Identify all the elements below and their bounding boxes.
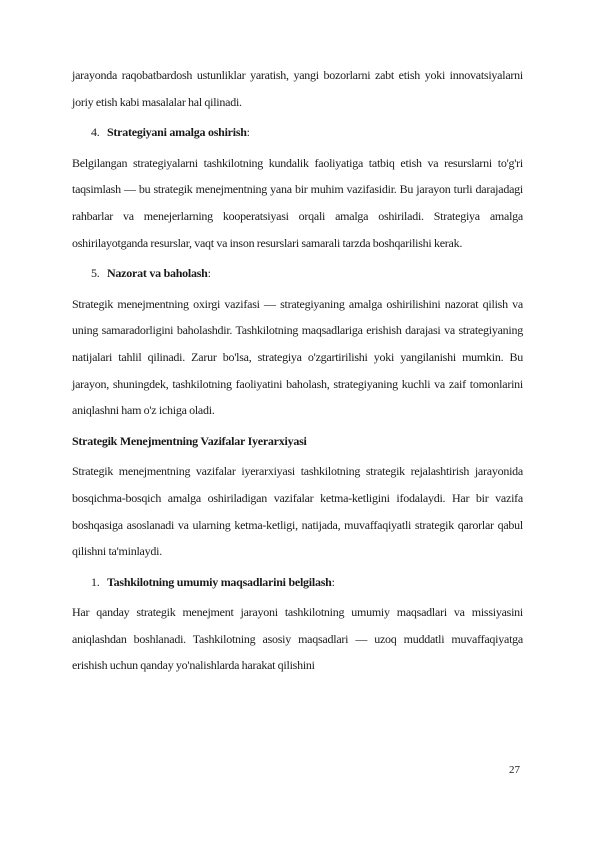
list-item-title: Tashkilotning umumiy maqsadlarini belgilash — [107, 574, 332, 589]
paragraph-control: Strategik menejmentning oxirgi vazifasi — strategiyaning amalga oshirilishini nazorat qilish va uning samaradorligini baholashdir. Tashkilotning maqsadlariga erishish darajasi va strategiyaning natijalari tahlil qilinadi. Zarur bo'lsa, strategiya o'zgartirilishi yoki yangilanishi mumkin. Bu jarayon, shuningdek, tashkilotning faoliyatini baholash, strategiyaning kuchli va zaif tomonlarini aniqlashni ham o'z ichiga oladi. — [72, 296, 523, 418]
paragraph-continuation: jarayonda raqobatbardosh ustunliklar yaratish, yangi bozorlarni zabt etish yoki innovatsiyalarni joriy etish kabi masalalar hal qilinadi. — [72, 68, 523, 109]
list-item-colon: : — [207, 266, 211, 281]
list-item-colon: : — [246, 125, 250, 140]
list-number: 1. — [91, 574, 100, 589]
section-heading: Strategik Menejmentning Vazifalar Iyerarxiyasi — [72, 433, 307, 448]
list-item-colon: : — [331, 574, 335, 589]
paragraph-goals: Har qanday strategik menejment jarayoni tashkilotning umumiy maqsadlari va missiyasini aniqlashdan boshlanadi. Tashkilotning asosiy maqsadlari — uzoq muddatli muvaffaqiyatga erishish uchun qanday yo'nalishlarda harakat qilishini — [72, 605, 523, 673]
page-number: 27 — [509, 764, 520, 776]
list-item-title: Strategiyani amalga oshirish — [107, 125, 247, 140]
paragraph-implementation: Belgilangan strategiyalarni tashkilotning kundalik faoliyatiga tatbiq etish va resurslarni to'g'ri taqsimlash — bu strategik menejmentning yana bir muhim vazifasidir. Bu jarayon turli darajadagi rahbarlar va menejerlarning kooperatsiyasi orqali amalga oshiriladi. Strategiya amalga oshirilayotganda resurslar, vaqt va inson resurslari samarali tarzda boshqarilishi kerak. — [72, 155, 523, 250]
list-item-4 — [72, 119, 523, 146]
paragraph-hierarchy: Strategik menejmentning vazifalar iyerarxiyasi tashkilotning strategik rejalashtirish jarayonida bosqichma-bosqich amalga oshiriladigan vazifalar ketma-ketligini ifodalaydi. Har bir vazifa boshqasiga asoslanadi va ularning ketma-ketligi, natijada, muvaffaqiyatli strategik qarorlar qabul qilishni ta'minlaydi. — [72, 464, 523, 559]
list-item-1 — [72, 569, 523, 596]
list-number: 4. — [91, 125, 100, 140]
list-item-title: Nazorat va baholash — [107, 266, 208, 281]
page-content — [72, 62, 523, 679]
list-item-5 — [72, 260, 523, 287]
list-number: 5. — [91, 266, 100, 281]
